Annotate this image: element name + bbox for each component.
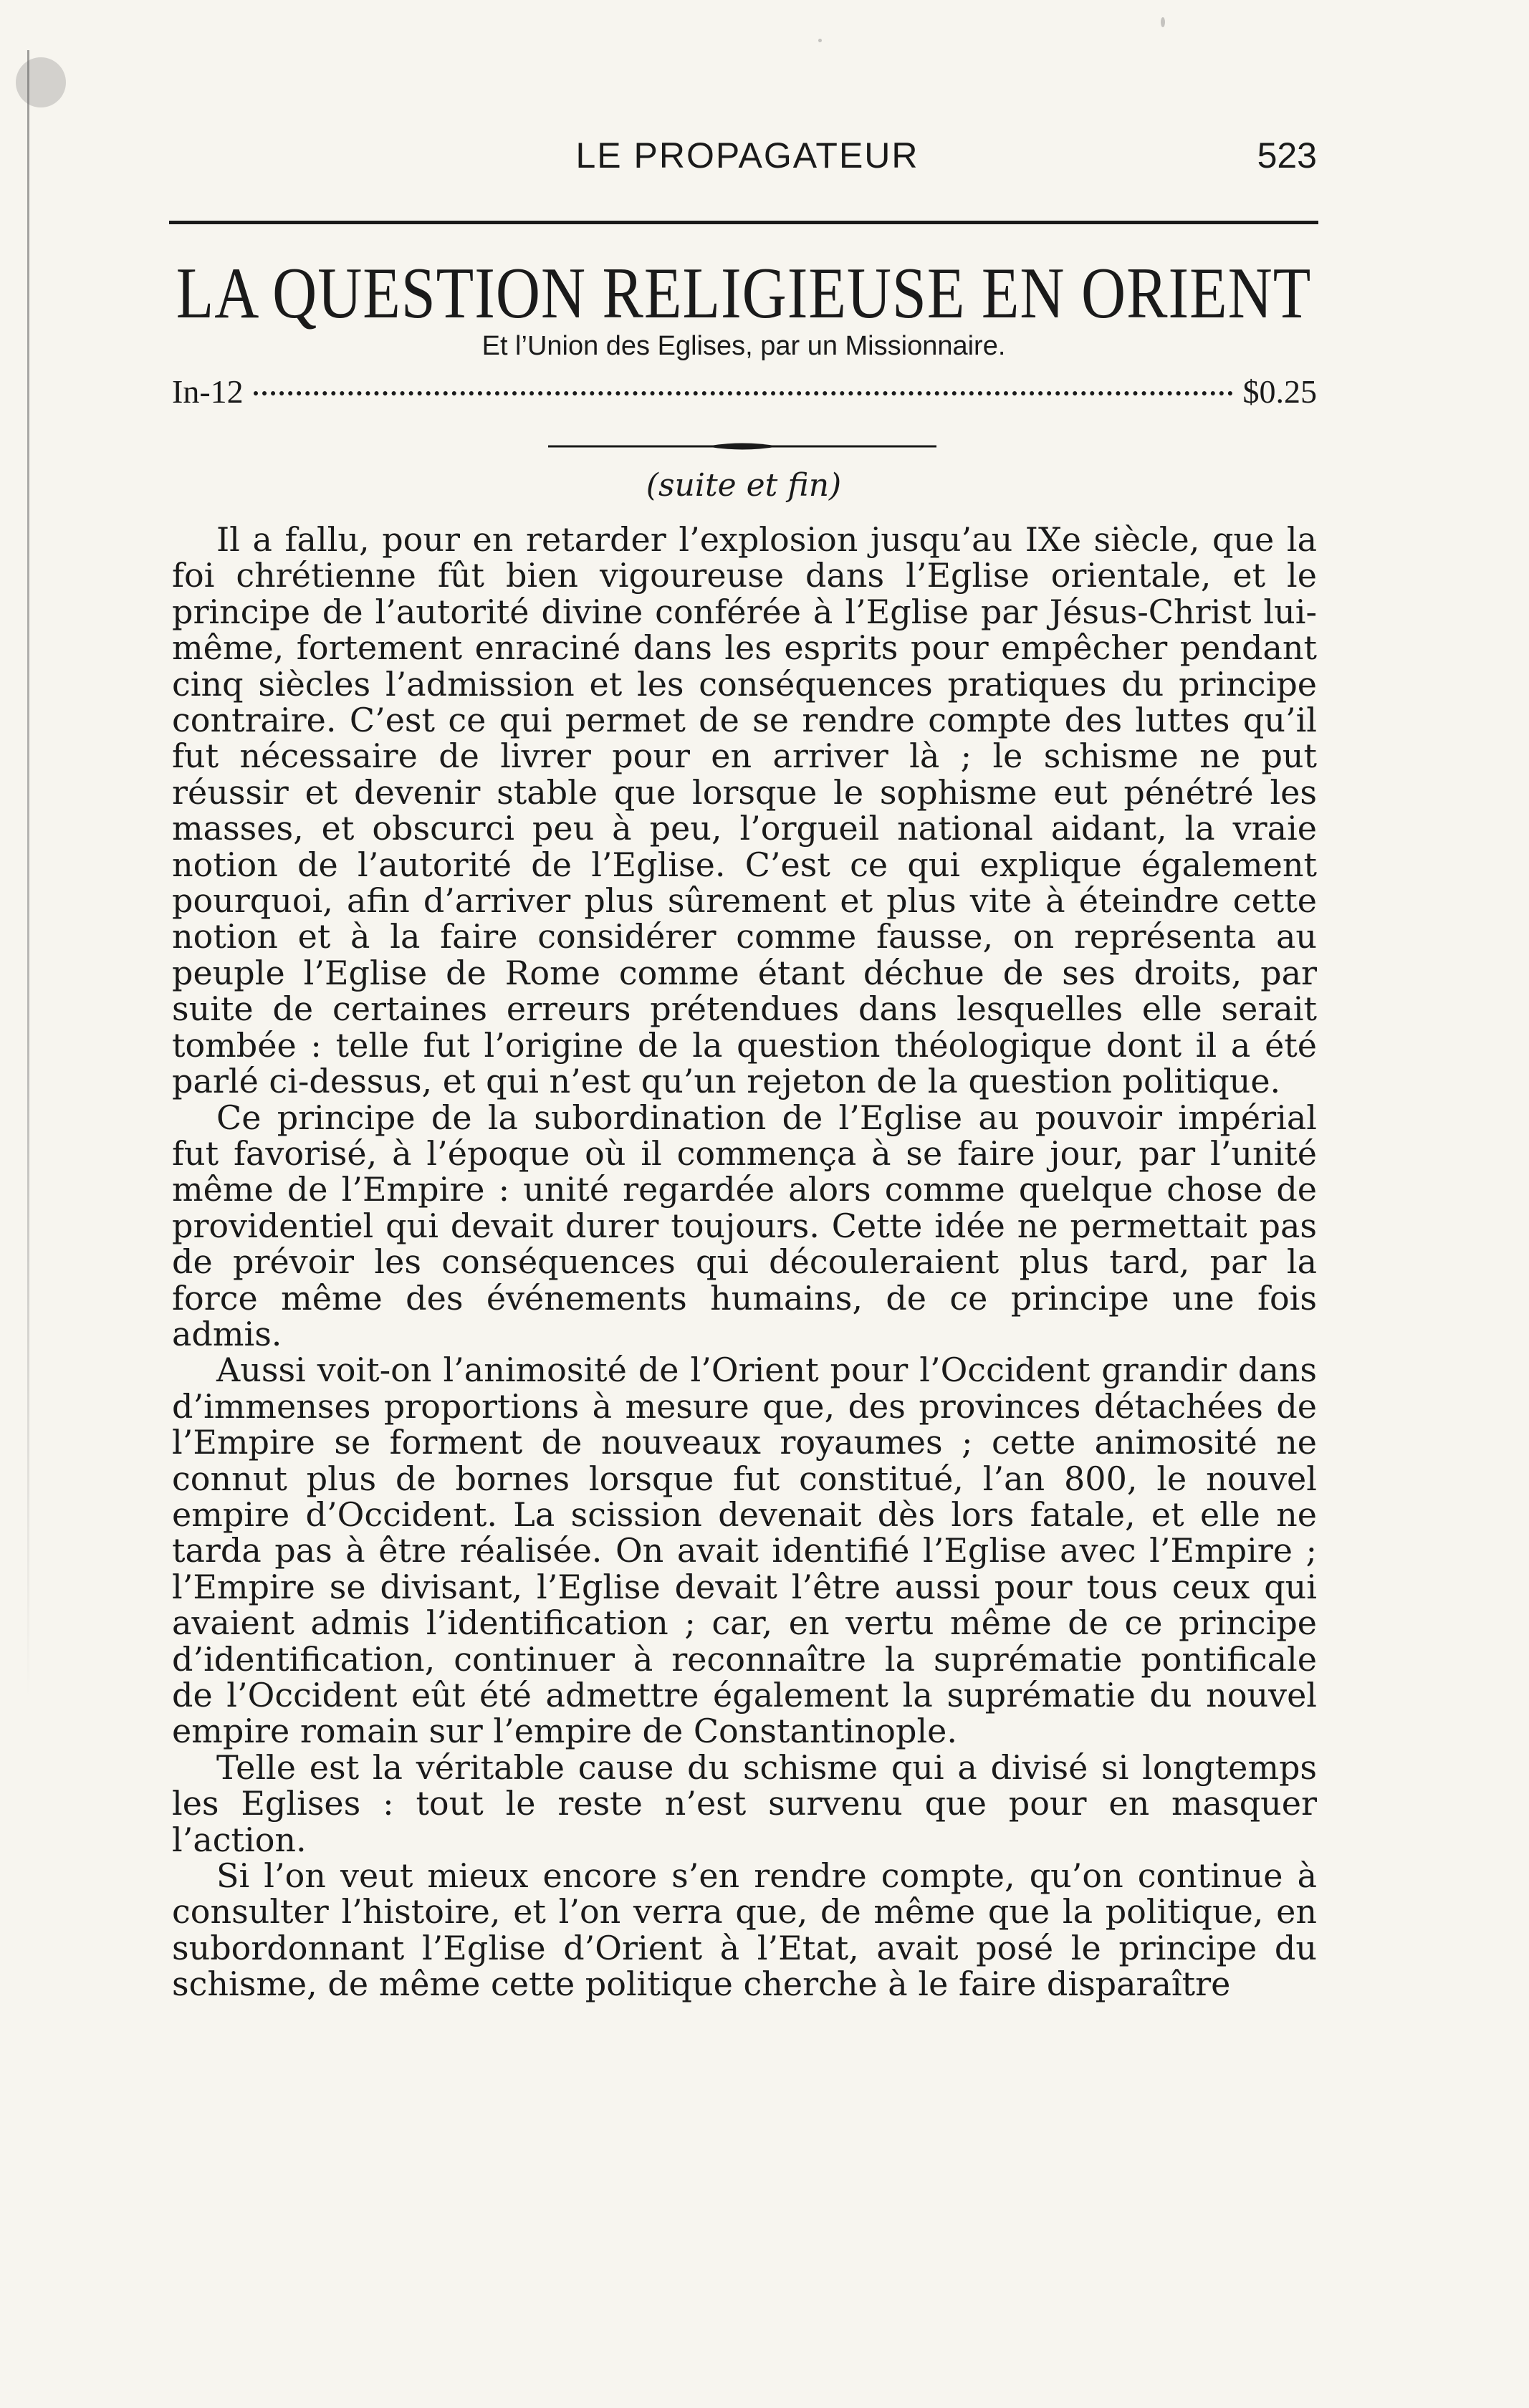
header-rule [169,221,1318,224]
article-body [172,522,1317,2002]
running-title: LE PROPAGATEUR [575,135,919,176]
paragraph: Telle est la véritable cause du schisme qui a divisé si longtemps les Eglises : tout le reste n’est survenu que pour en masquer l’action. [172,1747,1317,1859]
book-format: In-12 [172,373,244,410]
running-head [178,135,1317,185]
price-line [172,373,1317,416]
article-subtitle: Et l’Union des Eglises, par un Missionnaire. [481,331,1006,361]
continued-note: (suite et fin) [646,467,842,504]
ornamental-rule [548,441,936,451]
scan-speck [16,57,66,107]
scan-speck [1161,17,1165,27]
paragraph: Aussi voit-on l’animosité de l’Orient pour l’Occident grandir dans d’immenses proportions à mesure que, des provinces détachées de l’Empire se forment de nouveaux royaumes ; cette animosité ne connut plus de bornes lorsque fut constitué, l’an 800, le nouvel empire d’Occident. La scission devenait dès lors fatale, et elle ne tarda pas à être réalisée. On avait identifié l’Eglise avec l’Empire ; l’Empire se divisant, l’Eglise devait l’être aussi pour tous ceux qui avaient admis l’identification ; car, en vertu même de ce principe d’identification, continuer à reconnaître la suprématie pontificale de l’Occident eût été admettre également la suprématie du nouvel empire romain sur l’empire de Constantinople. [172,1351,1317,1751]
book-price: $0.25 [1242,373,1317,410]
paragraph: Ce principe de la subordination de l’Eglise au pouvoir impérial fut favorisé, à l’époque où il commença à se faire jour, par l’unité même de l’Empire : unité regardée alors comme quelque chose de providentiel qui devait durer toujours. Cette idée ne permettait pas de prévoir les conséquences qui découleraient plus tard, par la force même des événements humains, de ce principe une fois admis. [172,1098,1317,1353]
scan-speck [818,39,822,42]
paragraph: Si l’on veut mieux encore s’en rendre compte, qu’on continue à consulter l’histoire, et l’on verra que, de même que la politique, en subordonnant l’Eglise d’Orient à l’Etat, avait posé le principe du schisme, de même cette politique cherche à le faire disparaître [172,1856,1317,2004]
dot-leader [254,391,1233,395]
page-number: 523 [1257,135,1317,176]
article-title: LA QUESTION RELIGIEUSE EN ORIENT [176,252,1312,334]
paragraph: Il a fallu, pour en retarder l’explosion jusqu’au IXe siècle, que la foi chrétienne fût bien vigoureuse dans l’Eglise orientale, et le principe de l’autorité divine conférée à l’Eglise par Jésus-Christ lui-même, fortement enraciné dans les esprits pour empêcher pendant cinq siècles l’admission et les conséquences pratiques du principe contraire. C’est ce qui permet de se rendre compte des luttes qu’il fut nécessaire de livrer pour en arriver là ; le schisme ne put réussir et devenir stable que lorsque le sophisme eut pénétré les masses, et obscurci peu à peu, l’orgueil national aidant, la vraie notion de l’autorité de l’Eglise. C’est ce qui explique également pourquoi, afin d’arriver plus sûrement et plus vite à éteindre cette notion et à la faire considérer comme fausse, on représenta au peuple l’Eglise de Rome comme étant déchue de ses droits, par suite de certaines erreurs prétendues dans lesquelles elle serait tombée : telle fut l’origine de la question théologique dont il a été parlé ci-dessus, et qui n’est qu’un rejeton de la question politique. [172,520,1317,1101]
binding-edge-mark [27,50,29,1698]
